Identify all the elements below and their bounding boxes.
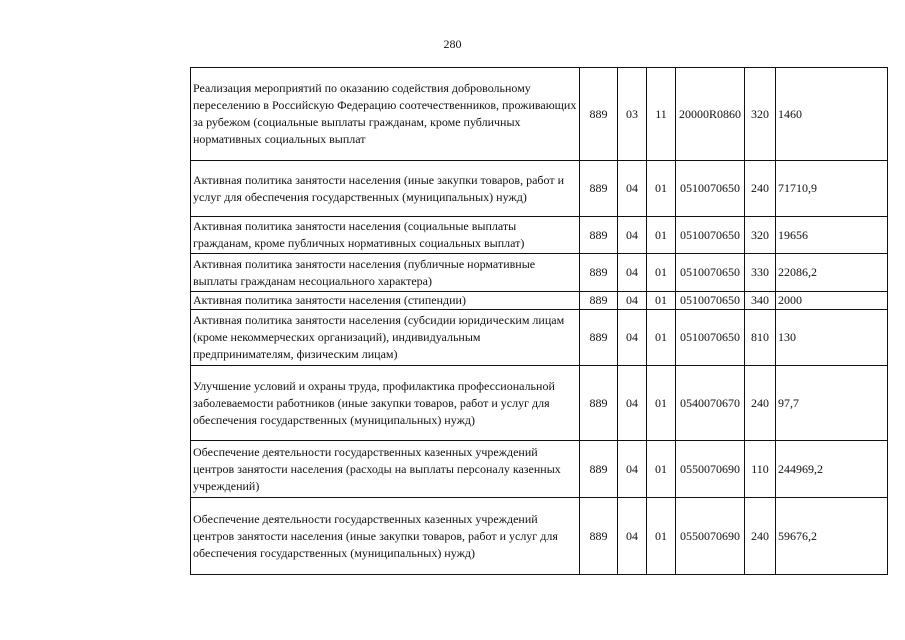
cell-vr: 240 [745,366,776,441]
cell-pr: 01 [647,217,676,254]
table-row [191,292,888,310]
cell-sum: 244969,2 [776,441,888,498]
cell-sum: 22086,2 [776,254,888,292]
cell-ved: 889 [580,498,618,575]
row-description: Обеспечение деятельности государственных казенных учреждений центров занятости населения (иные закупки товаров, работ и услуг для обеспечения государственных (муниципальных) нужд) [191,498,580,575]
cell-vr: 320 [745,68,776,161]
cell-pr: 01 [647,254,676,292]
cell-pr: 01 [647,310,676,366]
table-row [191,498,888,575]
cell-vr: 320 [745,217,776,254]
cell-vr: 810 [745,310,776,366]
cell-csr: 0550070690 [676,498,745,575]
cell-vr: 240 [745,498,776,575]
table-row [191,310,888,366]
budget-table [190,67,888,575]
cell-ved: 889 [580,292,618,310]
table-row [191,161,888,217]
cell-ved: 889 [580,310,618,366]
cell-csr: 0510070650 [676,292,745,310]
cell-sum: 1460 [776,68,888,161]
cell-csr: 0510070650 [676,217,745,254]
row-description: Активная политика занятости населения (публичные нормативные выплаты гражданам несоциального характера) [191,254,580,292]
cell-sum: 2000 [776,292,888,310]
row-description: Активная политика занятости населения (стипендии) [191,292,580,310]
row-description: Активная политика занятости населения (субсидии юридическим лицам (кроме некоммерческих организаций), индивидуальным предпринимателям, физическим лицам) [191,310,580,366]
cell-csr: 0510070650 [676,310,745,366]
cell-rz: 04 [618,310,647,366]
cell-vr: 110 [745,441,776,498]
page-number: 280 [443,37,462,51]
row-description: Активная политика занятости населения (иные закупки товаров, работ и услуг для обеспечения государственных (муниципальных) нужд) [191,161,580,217]
cell-csr: 0550070690 [676,441,745,498]
cell-sum: 97,7 [776,366,888,441]
cell-pr: 01 [647,441,676,498]
cell-rz: 04 [618,161,647,217]
cell-ved: 889 [580,161,618,217]
cell-sum: 71710,9 [776,161,888,217]
cell-rz: 04 [618,292,647,310]
cell-rz: 03 [618,68,647,161]
table-row [191,68,888,161]
cell-vr: 330 [745,254,776,292]
cell-rz: 04 [618,217,647,254]
cell-ved: 889 [580,68,618,161]
cell-sum: 130 [776,310,888,366]
cell-rz: 04 [618,254,647,292]
cell-rz: 04 [618,441,647,498]
cell-vr: 340 [745,292,776,310]
cell-csr: 0510070650 [676,254,745,292]
table-row [191,254,888,292]
cell-sum: 19656 [776,217,888,254]
row-description: Реализация мероприятий по оказанию содействия добровольному переселению в Российскую Федерацию соотечественников, проживающих за рубежом (социальные выплаты гражданам, кроме публичных нормативных социальных выплат [191,68,580,161]
row-description: Обеспечение деятельности государственных казенных учреждений центров занятости населения (расходы на выплаты персоналу казенных учреждений) [191,441,580,498]
cell-rz: 04 [618,366,647,441]
table-row [191,217,888,254]
cell-ved: 889 [580,366,618,441]
cell-sum: 59676,2 [776,498,888,575]
cell-csr: 20000R0860 [676,68,745,161]
cell-pr: 01 [647,292,676,310]
cell-vr: 240 [745,161,776,217]
cell-pr: 01 [647,366,676,441]
cell-ved: 889 [580,217,618,254]
row-description: Улучшение условий и охраны труда, профилактика профессиональной заболеваемости работников (иные закупки товаров, работ и услуг для обеспечения государственных (муниципальных) нужд) [191,366,580,441]
cell-ved: 889 [580,254,618,292]
table-row [191,441,888,498]
table-row [191,366,888,441]
row-description: Активная политика занятости населения (социальные выплаты гражданам, кроме публичных нормативных социальных выплат) [191,217,580,254]
cell-ved: 889 [580,441,618,498]
cell-pr: 01 [647,498,676,575]
cell-csr: 0540070670 [676,366,745,441]
cell-pr: 11 [647,68,676,161]
cell-csr: 0510070650 [676,161,745,217]
cell-rz: 04 [618,498,647,575]
cell-pr: 01 [647,161,676,217]
